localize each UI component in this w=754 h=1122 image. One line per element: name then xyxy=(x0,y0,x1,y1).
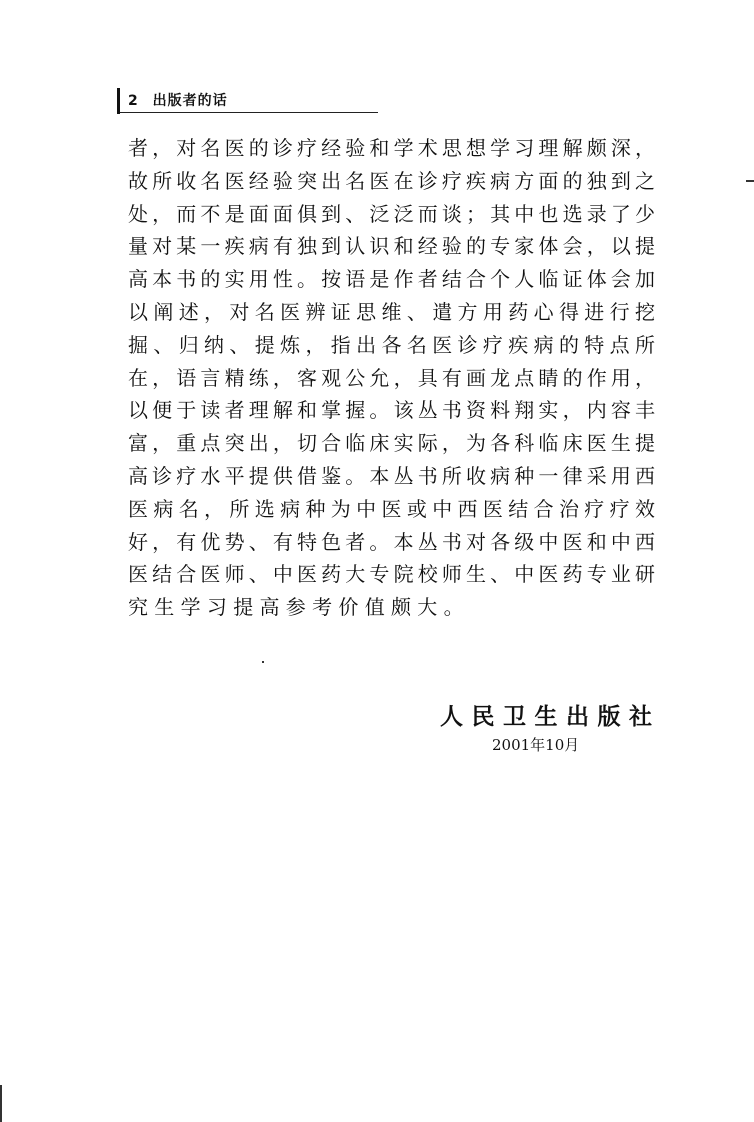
text-line: 以便于读者理解和掌握。该丛书资料翔实，内容丰 xyxy=(128,398,655,423)
running-header xyxy=(128,90,228,110)
text-line: 故所收名医经验突出名医在诊疗疾病方面的独到之 xyxy=(128,168,655,193)
text-line: 者，对名医的诊疗经验和学术思想学习理解颇深， xyxy=(128,136,655,160)
scan-speck xyxy=(262,661,264,663)
text-line: 医结合医师、中医药大专院校师生、中医药专业研 xyxy=(128,562,655,587)
signature-date: 2001年10月 xyxy=(492,736,580,754)
text-line: 处，而不是面面俱到、泛泛而谈；其中也选录了少 xyxy=(128,201,655,226)
text-line: 在，语言精练，客观公允，具有画龙点睛的作用， xyxy=(128,365,655,390)
text-line: 医病名，所选病种为中医或中西医结合治疗疗效 xyxy=(128,496,655,521)
page-number: 2 xyxy=(128,93,139,109)
text-line: 掘、归纳、提炼，指出各名医诊疗疾病的特点所 xyxy=(128,332,655,357)
scan-margin-mark xyxy=(0,1085,2,1122)
body-paragraph xyxy=(128,132,655,624)
section-title: 出版者的话 xyxy=(152,93,228,109)
header-bar xyxy=(117,88,120,114)
header-rule xyxy=(120,112,378,113)
text-line: 富，重点突出，切合临床实际，为各科临床医生提 xyxy=(128,431,655,456)
text-line: 量对某一疾病有独到认识和经验的专家体会，以提 xyxy=(128,234,655,259)
publisher-signature: 人民卫生出版社 xyxy=(440,704,652,730)
text-line: 究生学习提高参考价值颇大。 xyxy=(128,595,470,620)
text-line: 高本书的实用性。按语是作者结合个人临证体会加 xyxy=(128,267,655,292)
text-line: 好，有优势、有特色者。本丛书对各级中医和中西 xyxy=(128,529,655,554)
text-line: 以阐述，对名医辨证思维、遣方用药心得进行挖 xyxy=(128,299,655,324)
scan-tick-mark xyxy=(746,180,754,182)
text-line: 高诊疗水平提供借鉴。本丛书所收病种一律采用西 xyxy=(128,463,655,488)
